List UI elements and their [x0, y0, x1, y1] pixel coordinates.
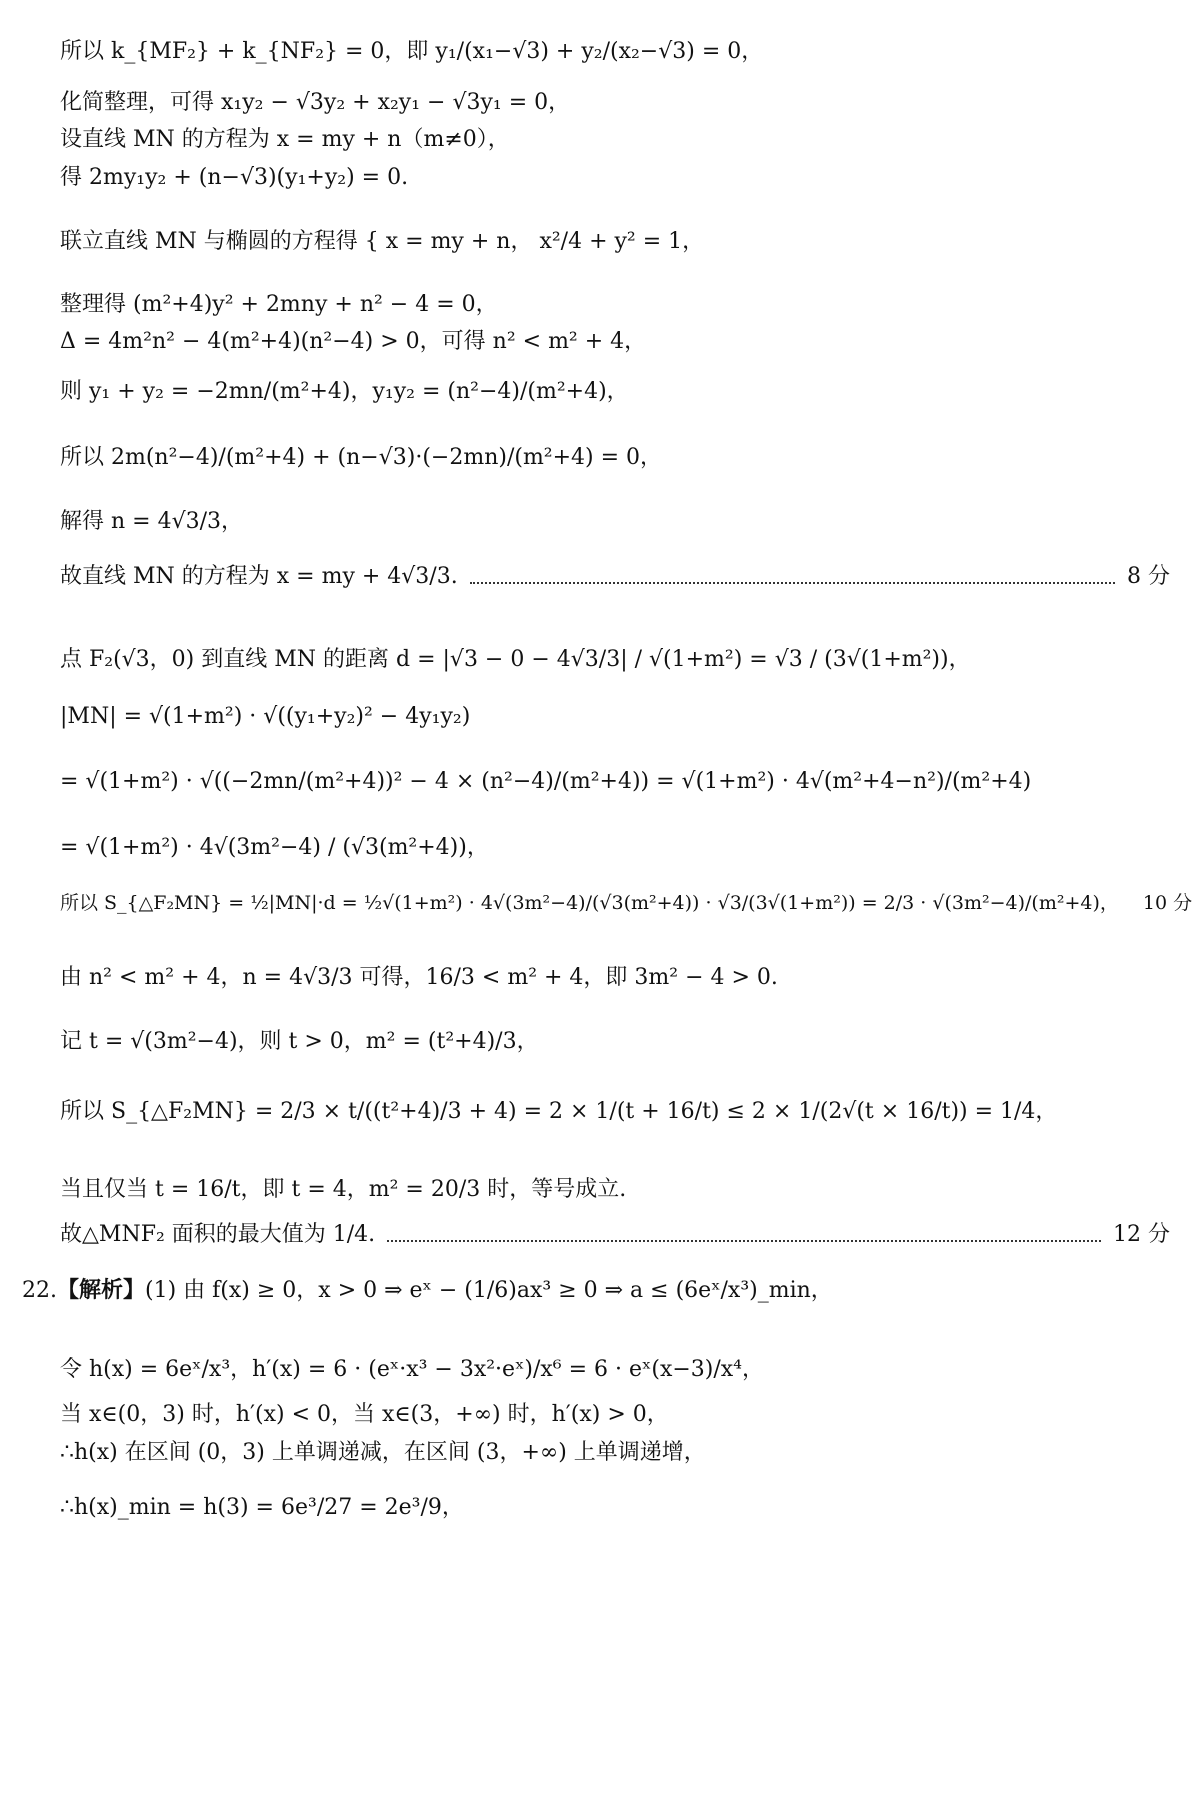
scored-line: [60, 562, 1170, 592]
text-line: 所以 S_{△F₂MN} = 2/3 × t/((t²+4)/3 + 4) = 2 × 1/(t + 16/t) ≤ 2 × 1/(2√(t × 16/t)) = 1/4，: [60, 1099, 1058, 1124]
text-line: 解得 n = 4√3/3，: [60, 509, 244, 534]
text-line: 联立直线 MN 与椭圆的方程得 { x = my + n， x²/4 + y² = 1，: [60, 229, 705, 254]
question-text: (1) 由 f(x) ≥ 0，x > 0 ⇒ eˣ − (1/6)ax³ ≥ 0 ⇒ a ≤ (6eˣ/x³)_min，: [145, 1278, 833, 1303]
text-line: 由 n² < m² + 4，n = 4√3/3 可得，16/3 < m² + 4，即 3m² − 4 > 0.: [60, 965, 778, 990]
question-22-heading: [22, 1275, 833, 1306]
text-line: 记 t = √(3m²−4)，则 t > 0，m² = (t²+4)/3，: [60, 1029, 539, 1054]
text-line: |MN| = √(1+m²) · √((y₁+y₂)² − 4y₁y₂): [60, 704, 471, 729]
leader-dots: [387, 1240, 1101, 1242]
text-line: ∴h(x)_min = h(3) = 6e³/27 = 2e³/9，: [60, 1495, 464, 1520]
text-line: 设直线 MN 的方程为 x = my + n（m≠0），: [60, 127, 510, 152]
scored-line-text: 故△MNF₂ 面积的最大值为 1/4.: [60, 1222, 376, 1247]
text-line: = √(1+m²) · √((−2mn/(m²+4))² − 4 × (n²−4)/(m²+4)) = √(1+m²) · 4√(m²+4−n²)/(m²+4): [60, 769, 1032, 794]
score-points: 10 分: [1142, 892, 1193, 914]
scored-line: [60, 1220, 1170, 1250]
text-line: 整理得 (m²+4)y² + 2mny + n² − 4 = 0，: [60, 292, 498, 317]
text-line: 所以 2m(n²−4)/(m²+4) + (n−√3)·(−2mn)/(m²+4) = 0，: [60, 445, 663, 470]
text-line: ∴h(x) 在区间 (0，3) 上单调递减，在区间 (3，+∞) 上单调递增，: [60, 1440, 706, 1465]
scored-line-text: 故直线 MN 的方程为 x = my + 4√3/3.: [60, 564, 458, 589]
text-line: Δ = 4m²n² − 4(m²+4)(n²−4) > 0，可得 n² < m² + 4，: [60, 329, 647, 354]
score-points: 12 分: [1113, 1222, 1170, 1247]
text-line: 化简整理，可得 x₁y₂ − √3y₂ + x₂y₁ − √3y₁ = 0，: [60, 90, 571, 115]
text-line: 所以 k_{MF₂} + k_{NF₂} = 0，即 y₁/(x₁−√3) + y₂/(x₂−√3) = 0，: [60, 39, 764, 64]
text-line: 点 F₂(√3，0) 到直线 MN 的距离 d = |√3 − 0 − 4√3/3| / √(1+m²) = √3 / (3√(1+m²))，: [60, 647, 971, 672]
text-line: 得 2my₁y₂ + (n−√3)(y₁+y₂) = 0.: [60, 165, 409, 190]
leader-dots: [470, 582, 1115, 584]
question-number: 22.: [22, 1278, 57, 1303]
text-line: 当 x∈(0，3) 时，h′(x) < 0，当 x∈(3，+∞) 时，h′(x) > 0，: [60, 1402, 669, 1427]
scored-line-text: 所以 S_{△F₂MN} = ½|MN|·d = ½√(1+m²) · 4√(3m²−4)/(√3(m²+4)) · √3/(3√(1+m²)) = 2/3 · √(3m²−4)/(m²+4)，: [60, 892, 1119, 914]
text-line: 当且仅当 t = 16/t，即 t = 4，m² = 20/3 时，等号成立.: [60, 1177, 627, 1202]
analysis-tag: 【解析】: [57, 1277, 146, 1303]
text-line: 令 h(x) = 6eˣ/x³，h′(x) = 6 · (eˣ·x³ − 3x²·eˣ)/x⁶ = 6 · eˣ(x−3)/x⁴，: [60, 1357, 765, 1382]
scored-line: [60, 888, 1193, 918]
score-points: 8 分: [1127, 564, 1170, 589]
text-line: = √(1+m²) · 4√(3m²−4) / (√3(m²+4))，: [60, 835, 489, 860]
text-line: 则 y₁ + y₂ = −2mn/(m²+4)，y₁y₂ = (n²−4)/(m²+4)，: [60, 379, 629, 404]
